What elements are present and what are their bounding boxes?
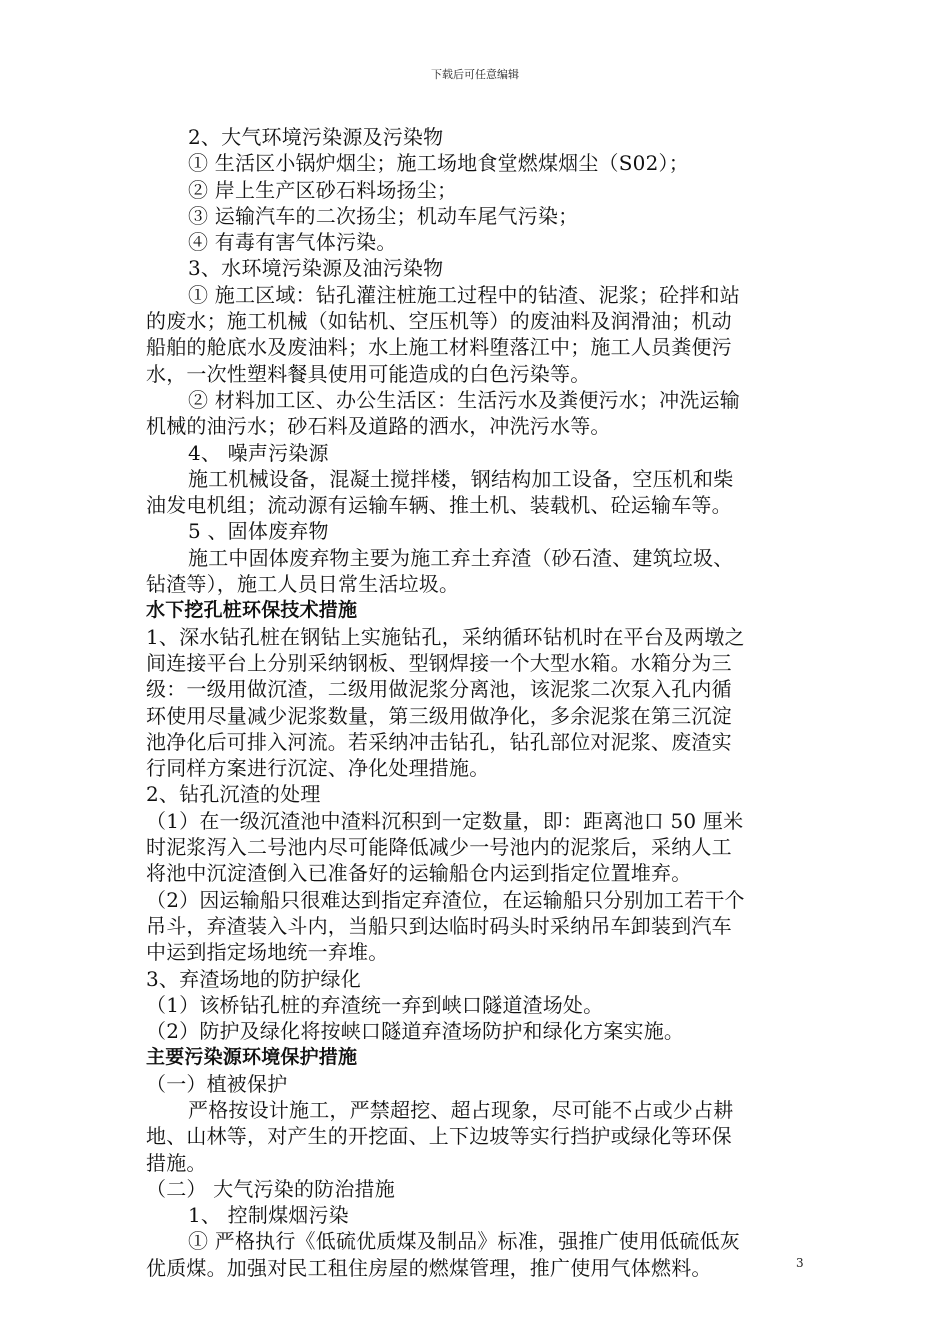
section-heading: 水下挖孔桩环保技术措施 <box>146 599 358 622</box>
text-line: ② 岸上生产区砂石料场扬尘； <box>188 177 458 202</box>
text-line: 机械的油污水；砂石料及道路的洒水，冲洗污水等。 <box>146 414 611 439</box>
text-line: 油发电机组；流动源有运输车辆、推土机、装载机、砼运输车等。 <box>146 493 732 518</box>
text-line: 1、 控制煤烟污染 <box>188 1203 349 1228</box>
text-line: 船舶的舱底水及废油料；水上施工材料堕落江中；施工人员粪便污 <box>146 335 732 360</box>
text-line: 施工中固体废弃物主要为施工弃土弃渣（砂石渣、建筑垃圾、 <box>188 545 734 570</box>
text-line: 钻渣等），施工人员日常生活垃圾。 <box>146 572 460 597</box>
text-line: 2、大气环境污染源及污染物 <box>188 125 444 149</box>
text-line: 地、山林等，对产生的开挖面、上下边坡等实行挡护或绿化等环保 <box>146 1124 732 1149</box>
text-line: ② 材料加工区、办公生活区：生活污水及粪便污水；冲洗运输 <box>188 387 740 412</box>
text-line: ① 施工区域：钻孔灌注桩施工过程中的钻渣、泥浆；砼拌和站 <box>188 282 740 307</box>
text-line: ① 严格执行《低硫优质煤及制品》标准，强推广使用低硫低灰 <box>188 1229 740 1254</box>
text-line: 将池中沉淀渣倒入已准备好的运输船仓内运到指定位置堆弃。 <box>146 861 692 886</box>
text-line: 4、 噪声污染源 <box>188 440 329 465</box>
text-line: 施工机械设备，混凝土搅拌楼，钢结构加工设备，空压机和柴 <box>188 466 734 491</box>
text-line: 环使用尽量减少泥浆数量，第三级用做净化，多余泥浆在第三沉淀 <box>146 703 732 728</box>
text-line: 吊斗，弃渣装入斗内，当船只到达临时码头时采纳吊车卸装到汽车 <box>146 913 732 938</box>
text-line: （二） 大气污染的防治措施 <box>146 1176 395 1201</box>
text-line: 5 、固体废弃物 <box>188 519 329 544</box>
text-line: 严格按设计施工，严禁超挖、超占现象，尽可能不占或少占耕 <box>188 1097 734 1122</box>
text-line: （2）防护及绿化将按峡口隧道弃渣场防护和绿化方案实施。 <box>146 1019 685 1044</box>
text-line: 3、弃渣场地的防护绿化 <box>146 966 361 991</box>
text-line: 水，一次性塑料餐具使用可能造成的白色污染等。 <box>146 361 591 386</box>
text-line: （1）该桥钻孔桩的弃渣统一弃到峡口隧道渣场处。 <box>146 992 604 1017</box>
text-line: ④ 有毒有害气体污染。 <box>188 230 397 255</box>
text-line: 级：一级用做沉渣，二级用做泥浆分离池，该泥浆二次泵入孔内循 <box>146 677 732 702</box>
text-line: 2、钻孔沉渣的处理 <box>146 782 321 807</box>
text-line: （一）植被保护 <box>146 1071 288 1096</box>
text-line: 时泥浆泻入二号池内尽可能降低减少一号池内的泥浆后，采纳人工 <box>146 835 732 860</box>
text-line: 措施。 <box>146 1150 207 1175</box>
text-line: 1、深水钻孔桩在钢钻上实施钻孔，采纳循环钻机时在平台及两墩之 <box>146 624 745 649</box>
text-line: 的废水；施工机械（如钻机、空压机等）的废油料及润滑油；机动 <box>146 309 732 334</box>
page-header: 下载后可任意编辑 <box>431 68 519 81</box>
text-line: 池净化后可排入河流。若采纳冲击钻孔，钻孔部位对泥浆、废渣实 <box>146 729 732 754</box>
text-line: ① 生活区小锅炉烟尘；施工场地食堂燃煤烟尘（S02）； <box>188 151 689 176</box>
section-heading: 主要污染源环境保护措施 <box>146 1046 358 1069</box>
document-body <box>146 124 810 1281</box>
page-number: 3 <box>796 1256 804 1270</box>
text-line: 中运到指定场地统一弃堆。 <box>146 940 389 965</box>
text-line: （1）在一级沉渣池中渣料沉积到一定数量，即：距离池口 50 厘米 <box>146 808 744 833</box>
text-line: ③ 运输汽车的二次扬尘；机动车尾气污染； <box>188 203 579 228</box>
text-line: （2）因运输船只很难达到指定弃渣位，在运输船只分别加工若干个 <box>146 887 745 912</box>
text-line: 3、水环境污染源及油污染物 <box>188 256 444 281</box>
text-line: 行同样方案进行沉淀、净化处理措施。 <box>146 756 490 781</box>
text-line: 优质煤。加强对民工租住房屋的燃煤管理，推广使用气体燃料。 <box>146 1255 712 1280</box>
text-line: 间连接平台上分别采纳钢板、型钢焊接一个大型水箱。水箱分为三 <box>146 650 732 675</box>
